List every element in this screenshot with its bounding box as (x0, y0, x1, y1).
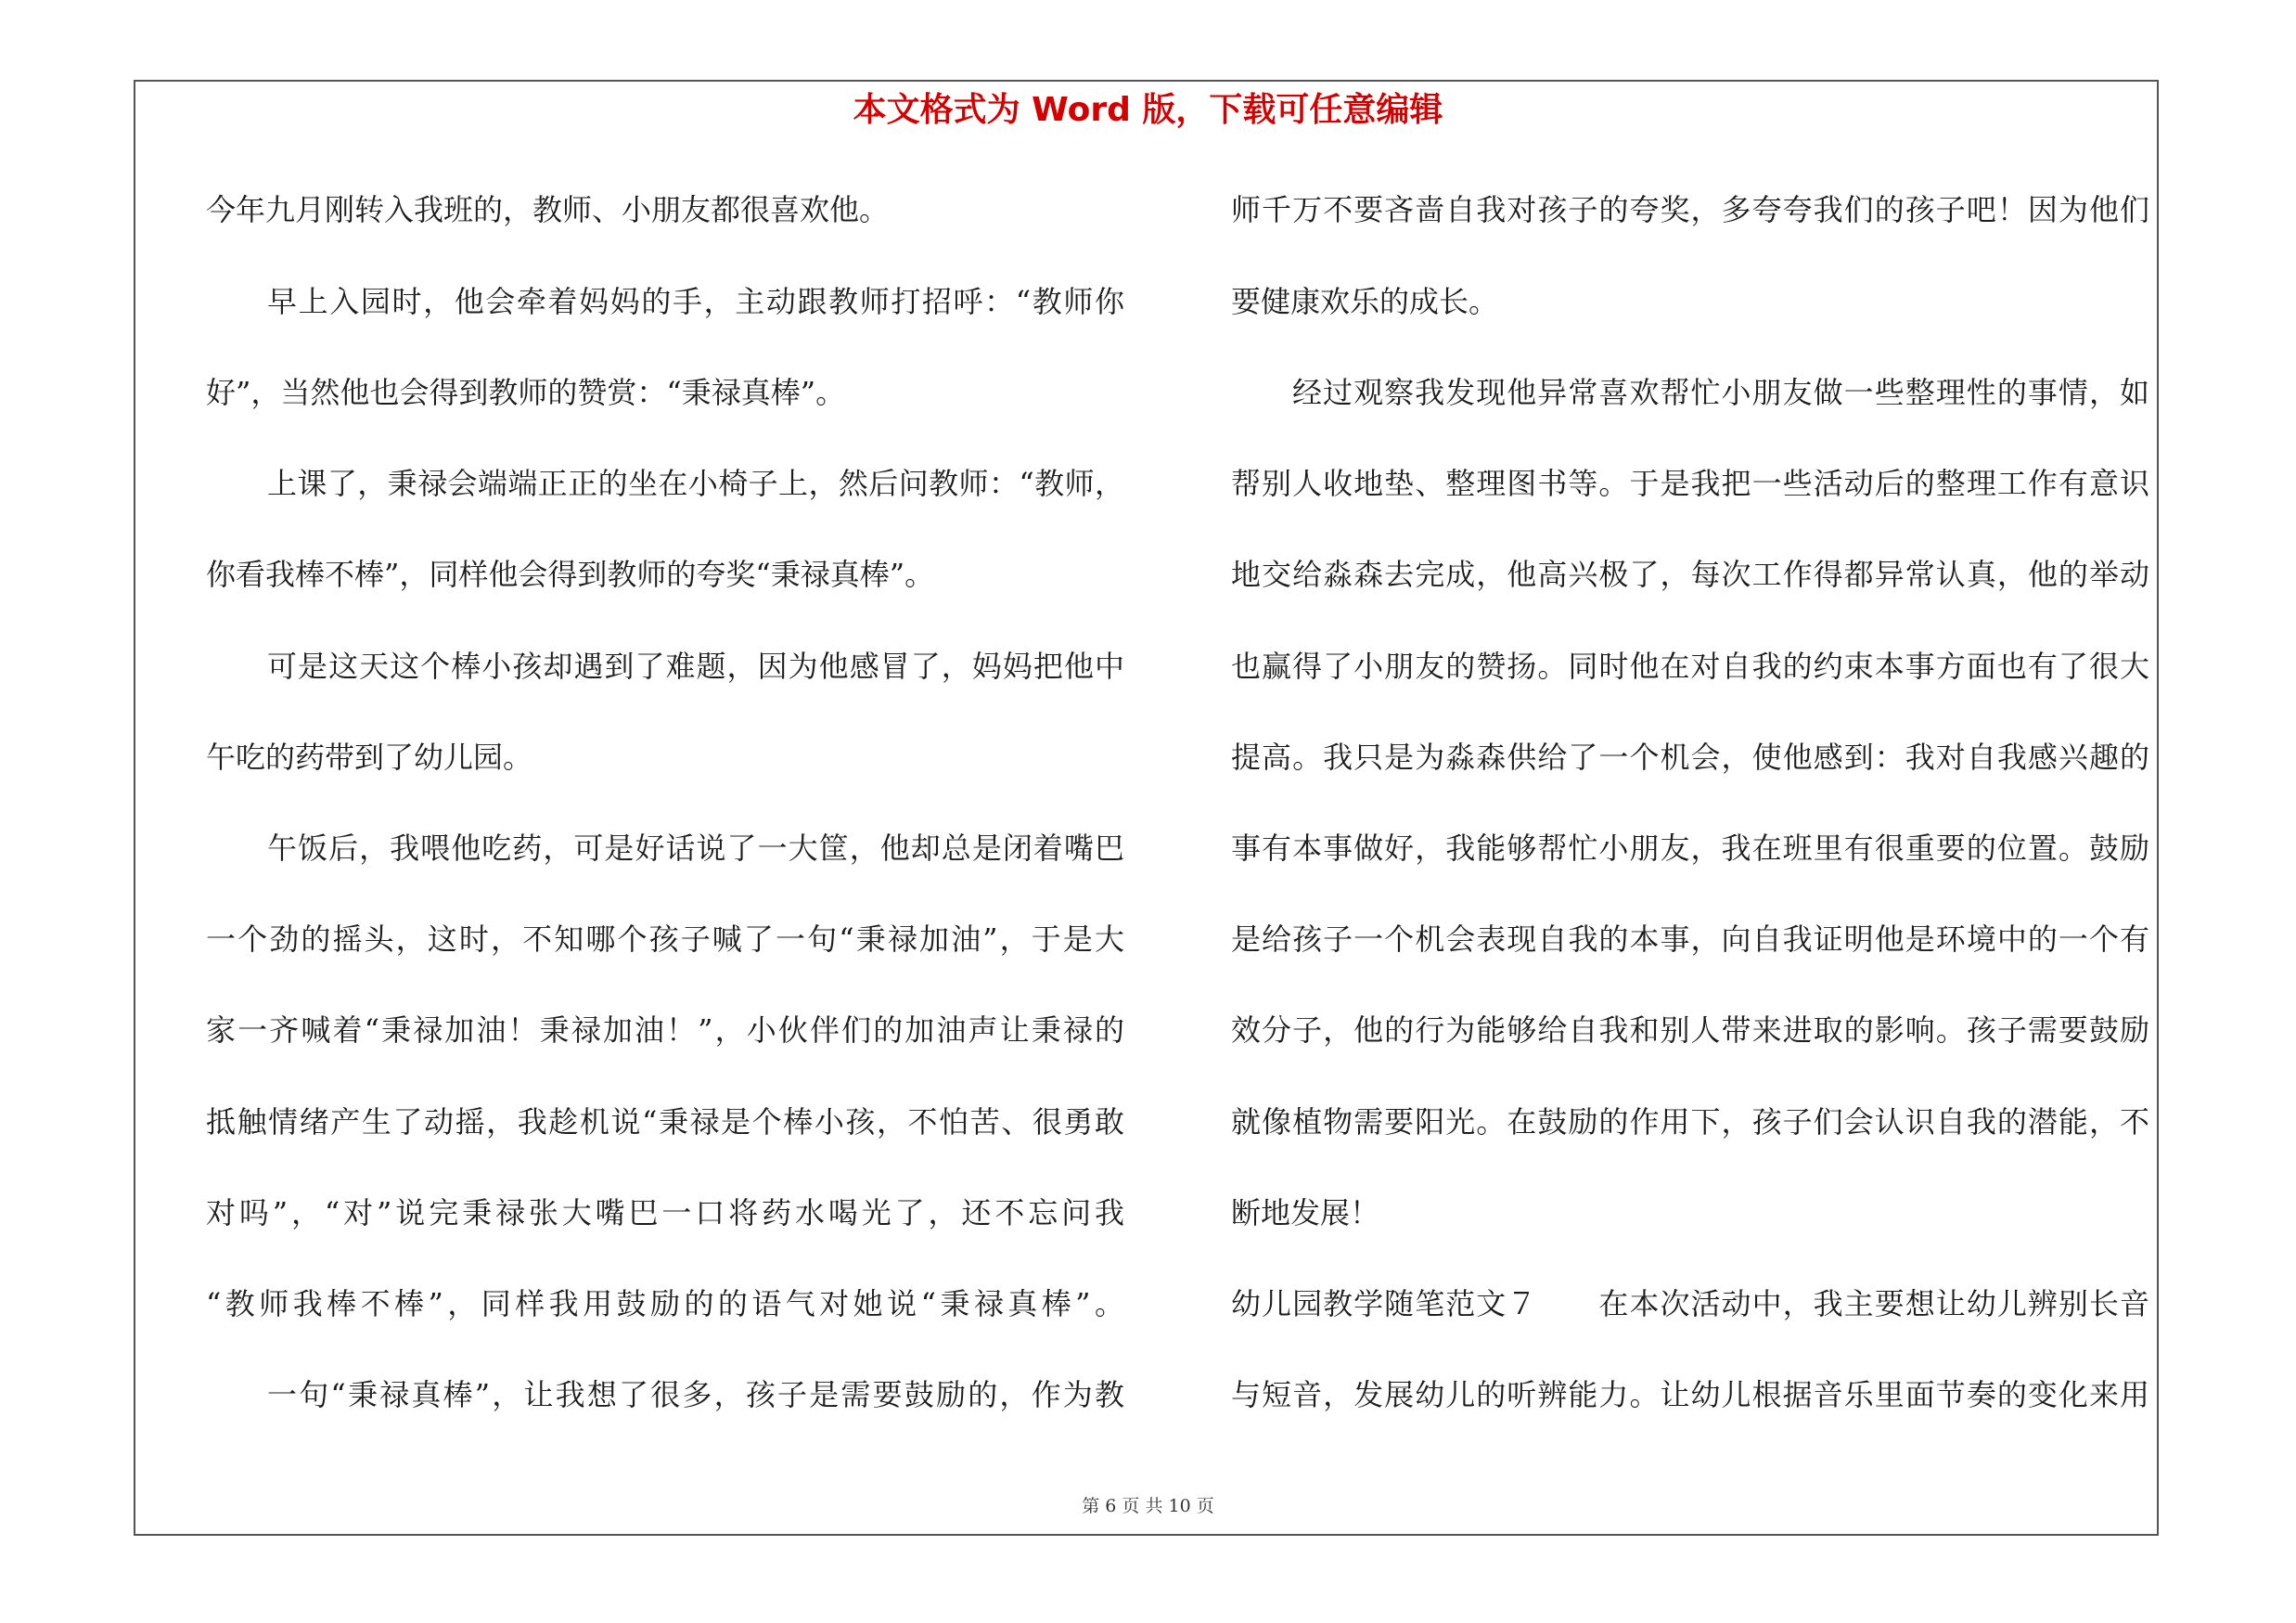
paragraph-line: 经过观察我发现他异常喜欢帮忙小朋友做一些整理性的事情，如 (1292, 375, 2149, 410)
paragraph-line: 上课了，秉禄会端端正正的坐在小椅子上，然后问教师：“教师， (267, 466, 1124, 501)
paragraph-line: 断地发展！ (1231, 1195, 1380, 1230)
paragraph-line: 是给孩子一个机会表现自我的本事，向自我证明他是环境中的一个有 (1231, 921, 2149, 957)
paragraph-line: 早上入园时，他会牵着妈妈的手，主动跟教师打招呼：“教师你 (267, 284, 1124, 319)
paragraph-line: 抵触情绪产生了动摇，我趁机说“秉禄是个棒小孩，不怕苦、很勇敢 (206, 1104, 1124, 1140)
paragraph-line: 提高。我只是为淼森供给了一个机会，使他感到：我对自我感兴趣的 (1231, 740, 2149, 775)
paragraph-line: 家一齐喊着“秉禄加油！秉禄加油！”，小伙伴们的加油声让秉禄的 (206, 1012, 1124, 1048)
paragraph-line: 帮别人收地垫、整理图书等。于是我把一些活动后的整理工作有意识 (1231, 466, 2149, 501)
paragraph-line: 就像植物需要阳光。在鼓励的作用下，孩子们会认识自我的潜能，不 (1231, 1104, 2149, 1140)
paragraph-line: 师千万不要吝啬自我对孩子的夸奖，多夸夸我们的孩子吧！因为他们 (1231, 192, 2149, 227)
paragraph-line: 午吃的药带到了幼儿园。 (206, 740, 533, 775)
paragraph-line: 你看我棒不棒”，同样他会得到教师的夸奖“秉禄真棒”。 (206, 557, 935, 592)
paragraph-line: 也赢得了小朋友的赞扬。同时他在对自我的约束本事方面也有了很大 (1231, 649, 2149, 684)
paragraph-line: 效分子，他的行为能够给自我和别人带来进取的影响。孩子需要鼓励 (1231, 1012, 2149, 1048)
paragraph-line: 事有本事做好，我能够帮忙小朋友，我在班里有很重要的位置。鼓励 (1231, 831, 2149, 866)
paragraph-line: 一个劲的摇头，这时，不知哪个孩子喊了一句“秉禄加油”，于是大 (206, 921, 1124, 957)
paragraph-line: 好”，当然他也会得到教师的赞赏：“秉禄真棒”。 (206, 375, 846, 410)
paragraph-line: 今年九月刚转入我班的，教师、小朋友都很喜欢他。 (206, 192, 890, 227)
paragraph-line: 可是这天这个棒小孩却遇到了难题，因为他感冒了，妈妈把他中 (267, 649, 1124, 684)
format-banner: 本文格式为 Word 版，下载可任意编辑 (853, 91, 1443, 129)
paragraph-line: 一句“秉禄真棒”，让我想了很多，孩子是需要鼓励的，作为教 (267, 1377, 1124, 1412)
paragraph-line: 与短音，发展幼儿的听辨能力。让幼儿根据音乐里面节奏的变化来用 (1231, 1377, 2149, 1412)
section-heading-line: 幼儿园教学随笔范文７ 在本次活动中，我主要想让幼儿辨别长音 (1231, 1286, 2149, 1321)
paragraph-line: “教师我棒不棒”，同样我用鼓励的的语气对她说“秉禄真棒”。 (206, 1286, 1124, 1321)
page-number-footer: 第 6 页 共 10 页 (1082, 1496, 1214, 1516)
paragraph-line: 对吗”，“对”说完秉禄张大嘴巴一口将药水喝光了，还不忘问我 (206, 1195, 1124, 1230)
paragraph-line: 午饭后，我喂他吃药，可是好话说了一大筐，他却总是闭着嘴巴 (267, 831, 1124, 866)
paragraph-line: 地交给淼森去完成，他高兴极了，每次工作得都异常认真，他的举动 (1231, 557, 2149, 592)
paragraph-line: 要健康欢乐的成长。 (1231, 284, 1499, 319)
